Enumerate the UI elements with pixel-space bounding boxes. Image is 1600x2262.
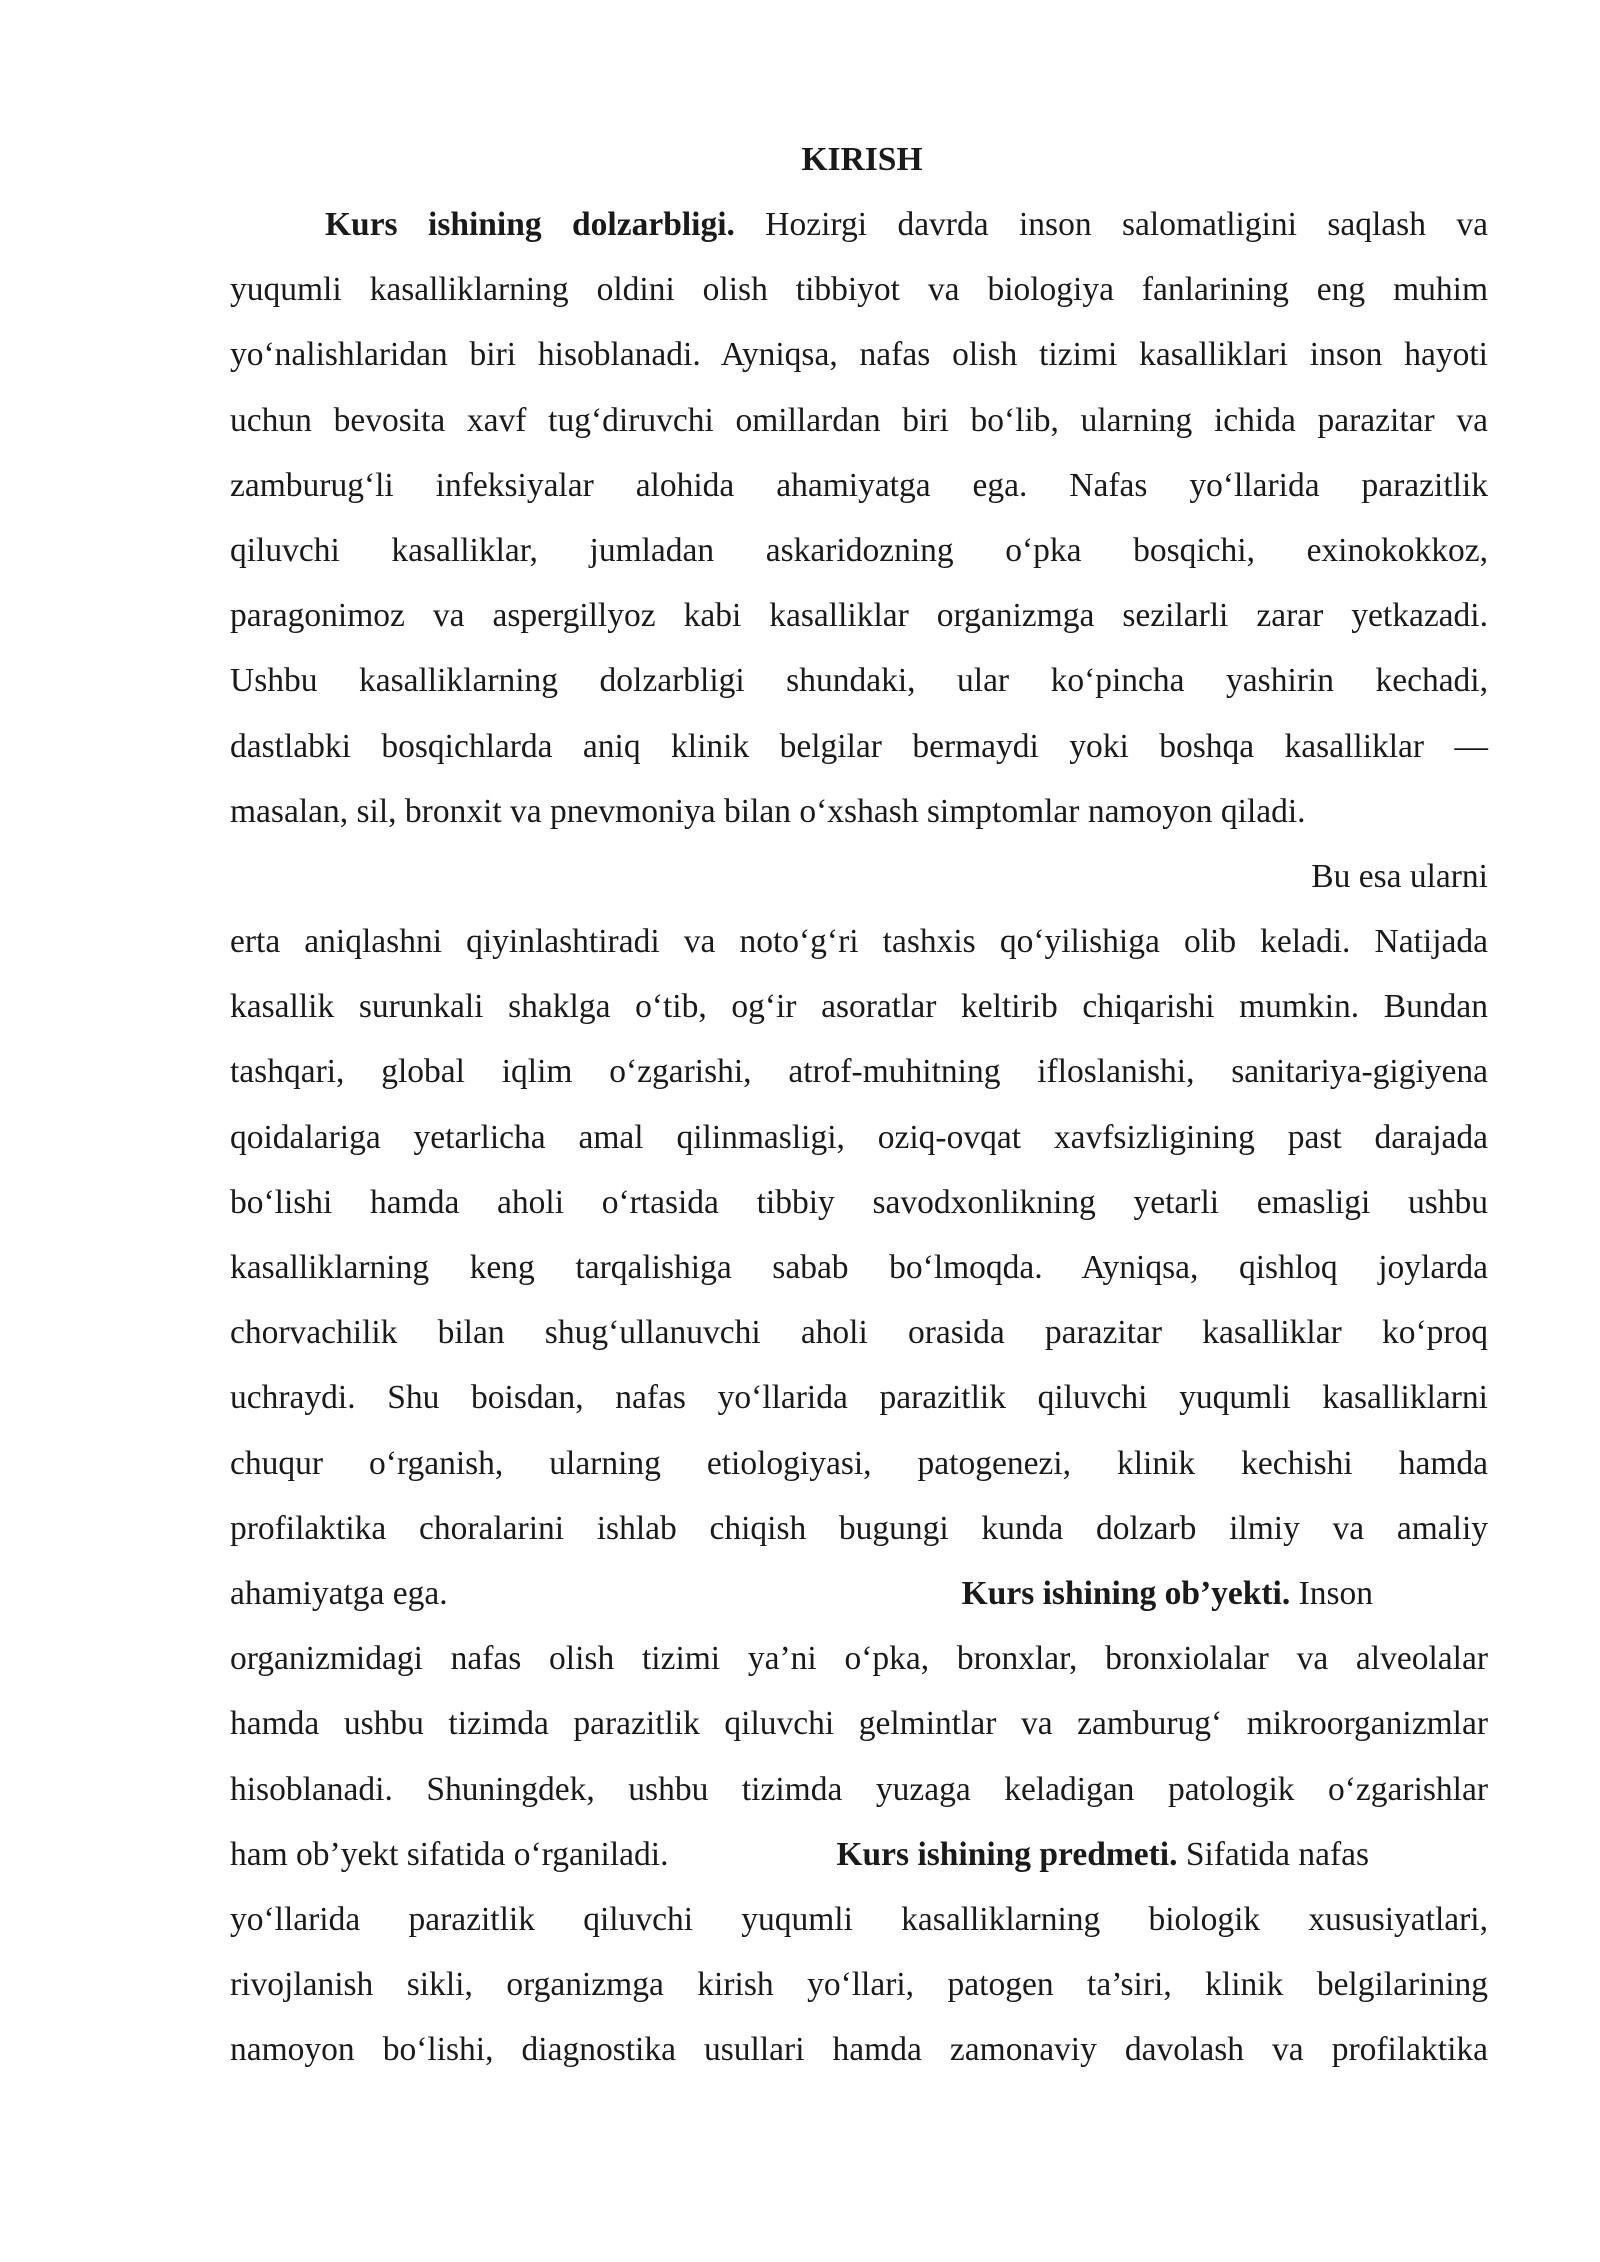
paragraph-line: masalan, sil, bronxit va pnevmoniya bilan o‘xshash simptomlar namoyon qiladi. (230, 792, 1306, 830)
paragraph-line: chorvachilik bilan shug‘ullanuvchi aholi orasida parazitar kasalliklar ko‘proq (230, 1314, 1488, 1352)
paragraph-line: chuqur o‘rganish, ularning etiologiyasi, patogenezi, klinik kechishi hamda (230, 1444, 1488, 1482)
paragraph-line: uchun bevosita xavf tug‘diruvchi omillardan biri bo‘lib, ularning ichida parazitar va (230, 401, 1488, 439)
relevance-heading: Kurs ishining dolzarbligi. (325, 206, 735, 243)
paragraph-line: tashqari, global iqlim o‘zgarishi, atrof-muhitning ifloslanishi, sanitariya-gigiyena (230, 1053, 1488, 1091)
paragraph-line (230, 192, 1488, 257)
paragraph-line: yo‘llarida parazitlik qiluvchi yuqumli kasalliklarning biologik xususiyatlari, (230, 1900, 1488, 1938)
line-text: ahamiyatga ega. (230, 1574, 448, 1612)
paragraph-line (230, 1561, 1488, 1626)
paragraph-line: hamda ushbu tizimda parazitlik qiluvchi gelmintlar va zamburug‘ mikroorganizmlar (230, 1705, 1488, 1743)
paragraph-line: qoidalariga yetarlicha amal qilinmasligi, oziq-ovqat xavfsizligining past darajada (230, 1118, 1488, 1156)
paragraph-line: kasallik surunkali shaklga o‘tib, og‘ir asoratlar keltirib chiqarishi mumkin. Bundan (230, 988, 1488, 1026)
paragraph-line: qiluvchi kasalliklar, jumladan askaridozning o‘pka bosqichi, exinokokkoz, (230, 531, 1488, 569)
page-title: KIRISH (801, 141, 923, 178)
paragraph-line: erta aniqlashni qiyinlashtiradi va noto‘g‘ri tashxis qo‘yilishiga olib keladi. Natijada (230, 923, 1488, 961)
paragraph-line: dastlabki bosqichlarda aniq klinik belgilar bermaydi yoki boshqa kasalliklar — (230, 727, 1488, 765)
paragraph-line: Ushbu kasalliklarning dolzarbligi shundaki, ular ko‘pincha yashirin kechadi, (230, 662, 1488, 700)
line-text: Sifatida nafas (1177, 1835, 1370, 1873)
paragraph-line: uchraydi. Shu boisdan, nafas yo‘llarida parazitlik qiluvchi yuqumli kasalliklarni (230, 1379, 1488, 1417)
paragraph-line (230, 1822, 1488, 1887)
paragraph-line: Bu esa ularni (1311, 857, 1488, 895)
object-heading: Kurs ishining ob’yekti. (961, 1574, 1291, 1612)
subject-heading: Kurs ishining predmeti. (836, 1835, 1178, 1873)
paragraph-line: zamburug‘li infeksiyalar alohida ahamiyatga ega. Nafas yo‘llarida parazitlik (230, 466, 1488, 504)
line-text: Inson (1290, 1574, 1374, 1612)
line-text: Hozirgi davrda inson salomatligini saqlash va (734, 206, 1488, 243)
paragraph-line: bo‘lishi hamda aholi o‘rtasida tibbiy savodxonlikning yetarli emasligi ushbu (230, 1183, 1488, 1221)
line-text: ham ob’yekt sifatida o‘rganiladi. (230, 1835, 669, 1873)
paragraph-line: hisoblanadi. Shuningdek, ushbu tizimda yuzaga keladigan patologik o‘zgarishlar (230, 1770, 1488, 1808)
paragraph-line: organizmidagi nafas olish tizimi ya’ni o‘pka, bronxlar, bronxiolalar va alveolalar (230, 1640, 1488, 1678)
paragraph-line: rivojlanish sikli, organizmga kirish yo‘llari, patogen ta’siri, klinik belgilarining (230, 1966, 1488, 2004)
paragraph-line: yo‘nalishlaridan biri hisoblanadi. Ayniqsa, nafas olish tizimi kasalliklari inson hayoti (230, 336, 1488, 374)
document-page (230, 128, 1488, 2082)
paragraph-line: kasalliklarning keng tarqalishiga sabab bo‘lmoqda. Ayniqsa, qishloq joylarda (230, 1249, 1488, 1286)
paragraph-line: namoyon bo‘lishi, diagnostika usullari hamda zamonaviy davolash va profilaktika (230, 2031, 1488, 2069)
paragraph-line: profilaktika choralarini ishlab chiqish bugungi kunda dolzarb ilmiy va amaliy (230, 1509, 1488, 1547)
paragraph-line: yuqumli kasalliklarning oldini olish tibbiyot va biologiya fanlarining eng muhim (230, 271, 1488, 309)
paragraph-line: paragonimoz va aspergillyoz kabi kasalliklar organizmga sezilarli zarar yetkazadi. (230, 597, 1488, 635)
